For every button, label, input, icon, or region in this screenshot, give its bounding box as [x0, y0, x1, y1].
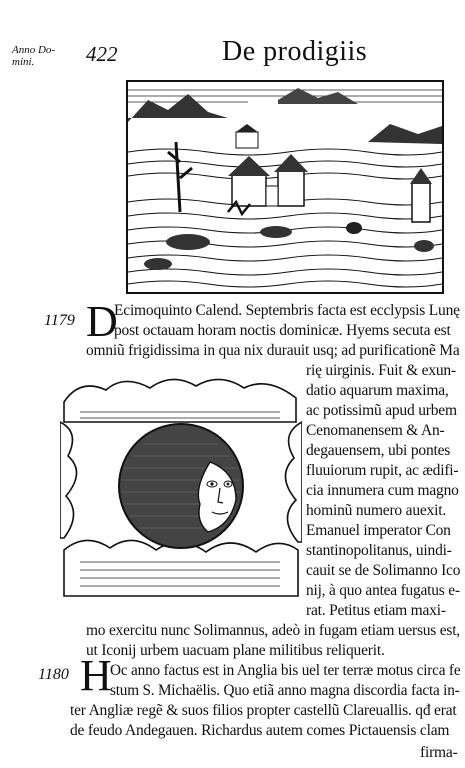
eclipse-moon-drawing: [60, 372, 302, 600]
year-label: 1179: [44, 312, 75, 329]
running-title: De prodigiis: [222, 36, 368, 67]
text-line: ut Iconij urbem uacuam plane militibus reliquerit.: [86, 642, 385, 659]
text-line: ter Angliæ regẽ & suos filios propter castellũ Clareuallis. qđ erat: [70, 702, 457, 719]
text-line: de feudo Andegauen. Richardus autem comes Pictauensis clam: [70, 722, 450, 739]
text-line: hominũ numero auexit.: [306, 502, 447, 519]
page-number: 422: [86, 42, 118, 66]
text-line: rat. Petitus etiam maxi-: [306, 602, 446, 619]
text-line: stum S. Michaëlis. Quo etiã anno magna discordia facta in-: [110, 682, 460, 699]
text-line: Oc anno factus est in Anglia bis uel ter terræ motus circa fe: [110, 662, 461, 679]
text-line: ac potissimũ apud urbem: [306, 402, 457, 419]
text-line: mo exercitu nunc Solimannus, adeò in fugam etiam uersus est,: [86, 622, 460, 639]
text-line: degauensem, ubi pontes: [306, 442, 451, 459]
text-line: cia innumera cum magno: [306, 482, 459, 499]
text-line: post octauam horam noctis dominicæ. Hyems secuta est: [114, 322, 451, 339]
woodcut-flood-illustration: [126, 80, 444, 294]
catchword: firma-: [420, 744, 458, 761]
text-line: cauit se de Solimanno Ico: [306, 562, 461, 579]
text-line: rię uirginis. Fuit & exun-: [306, 362, 456, 379]
text-line: Ecimoquinto Calend. Septembris facta est ecclypsis Lunę: [114, 302, 460, 319]
woodcut-eclipse-illustration: [60, 372, 302, 600]
drop-cap: H: [80, 651, 112, 700]
margin-note: [12, 44, 55, 68]
margin-note-line-1: Anno Do-: [12, 44, 56, 56]
margin-note-line-2: mini.: [12, 56, 35, 68]
text-line: stantinopolitanus, uindi-: [306, 542, 452, 559]
text-line: Emanuel imperator Con: [306, 522, 451, 539]
text-line: Cenomanensem & An-: [306, 422, 445, 439]
text-line: omniũ frigidissima in qua nix durauit usq; ad purificationẽ Ma: [86, 342, 460, 359]
text-line: nij, à quo antea fugatus e-: [306, 582, 460, 599]
text-line: fluuiorum rupit, ac ædifi-: [306, 462, 459, 479]
text-line: datio aquarum maxima,: [306, 382, 449, 399]
flood-scene-drawing: [128, 82, 442, 292]
year-label: 1180: [38, 666, 69, 683]
drop-cap: D: [86, 297, 118, 346]
